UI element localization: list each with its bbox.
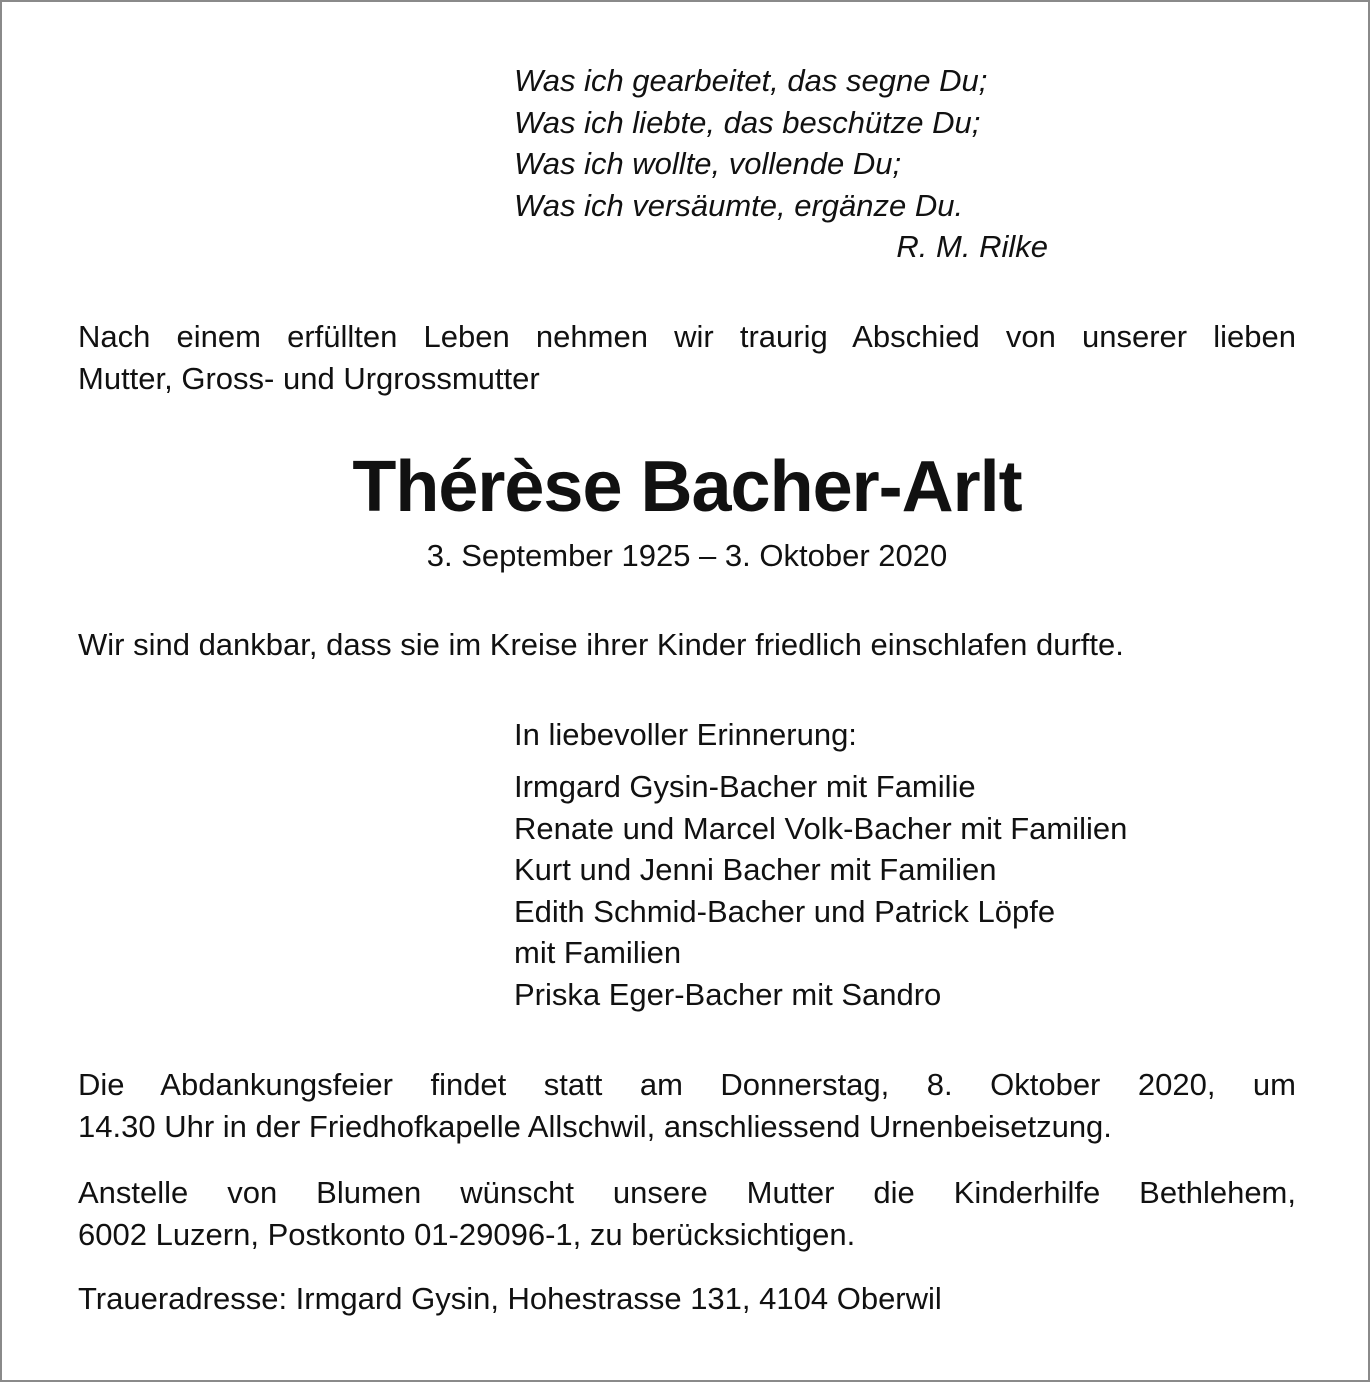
poem-line: Was ich versäumte, ergänze Du. xyxy=(514,187,964,223)
intro-line: Nach einem erfüllten Leben nehmen wir traurig Abschied von unserer lieben xyxy=(78,319,1296,354)
mourners-list xyxy=(514,766,1127,1015)
donation-line: Anstelle von Blumen wünscht unsere Mutter die Kinderhilfe Bethlehem, xyxy=(78,1175,1296,1210)
poem-author: R. M. Rilke xyxy=(896,229,1048,264)
ceremony-line: 14.30 Uhr in der Friedhofkapelle Allschwil, anschliessend Urnenbeisetzung. xyxy=(78,1108,1112,1144)
ceremony-paragraph xyxy=(78,1064,1296,1147)
donation-paragraph xyxy=(78,1172,1296,1255)
rilke-poem xyxy=(514,60,1054,268)
intro-paragraph xyxy=(78,316,1296,399)
mourner-entry: mit Familien xyxy=(514,935,682,970)
life-dates: 3. September 1925 – 3. Oktober 2020 xyxy=(426,538,948,573)
gratitude-text: Wir sind dankbar, dass sie im Kreise ihrer Kinder friedlich einschlafen durfte. xyxy=(78,627,1124,662)
mourning-address: Traueradresse: Irmgard Gysin, Hohestrasse 131, 4104 Oberwil xyxy=(78,1281,942,1316)
memory-heading: In liebevoller Erinnerung: xyxy=(514,717,857,752)
mourner-entry: Irmgard Gysin-Bacher mit Familie xyxy=(514,769,976,804)
mourner-entry: Edith Schmid-Bacher und Patrick Löpfe xyxy=(514,893,1056,929)
deceased-name: Thérèse Bacher-Arlt xyxy=(352,447,1022,527)
poem-line: Was ich wollte, vollende Du; xyxy=(514,146,902,181)
poem-line: Was ich gearbeitet, das segne Du; xyxy=(514,63,988,98)
mourner-entry: Renate und Marcel Volk-Bacher mit Familien xyxy=(514,810,1128,846)
ceremony-line: Die Abdankungsfeier findet statt am Donnerstag, 8. Oktober 2020, um xyxy=(78,1067,1296,1102)
donation-line: 6002 Luzern, Postkonto 01-29096-1, zu berücksichtigen. xyxy=(78,1216,856,1252)
mourner-entry: Priska Eger-Bacher mit Sandro xyxy=(514,976,942,1012)
mourner-entry: Kurt und Jenni Bacher mit Familien xyxy=(514,852,997,887)
poem-line: Was ich liebte, das beschütze Du; xyxy=(514,104,981,140)
intro-line: Mutter, Gross- und Urgrossmutter xyxy=(78,360,540,396)
